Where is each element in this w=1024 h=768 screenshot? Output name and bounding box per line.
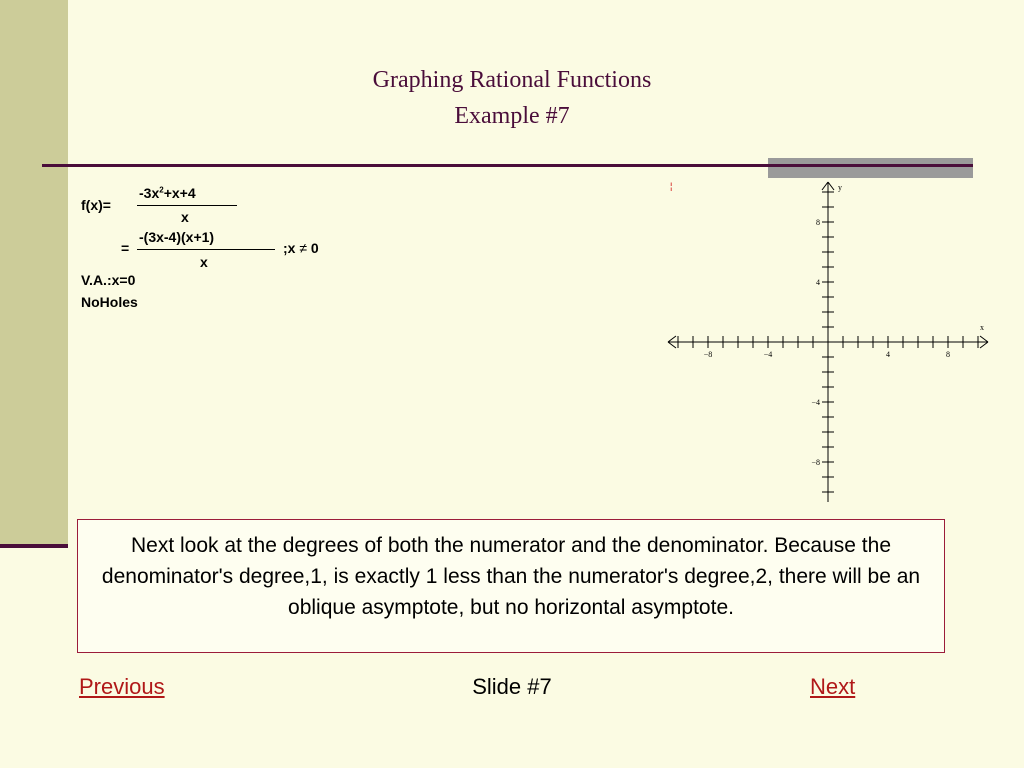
numerator-rest: +x+4 [163, 185, 196, 201]
x-axis-arrow-left-lower [668, 342, 676, 348]
numerator-exponent: 2 [159, 185, 164, 195]
slide-subtitle: Example #7 [454, 103, 570, 129]
title-rule-block [768, 158, 973, 178]
x-axis-arrow-lower [980, 342, 988, 348]
explanation-box [77, 519, 945, 653]
vertical-asymptote: V.A.:x=0 [81, 272, 136, 288]
x-tick-label: 4 [886, 350, 890, 359]
next-link-wrap [810, 674, 855, 700]
equals-sign: = [121, 240, 130, 256]
numerator-term: -3x [139, 185, 160, 201]
next-link[interactable]: Next [810, 674, 856, 699]
x-axis-label: x [980, 323, 984, 332]
numerator-expanded [139, 185, 196, 201]
numerator-factored: -(3x-4)(x+1) [139, 229, 215, 245]
restriction-value: 0 [310, 240, 319, 256]
title-rule [42, 164, 772, 167]
slide-title: Graphing Rational Functions [372, 67, 652, 93]
coordinate-plane [660, 176, 1000, 506]
y-tick-label: −4 [811, 398, 820, 407]
y-axis-arrow-left [822, 182, 828, 190]
previous-link[interactable]: Previous [79, 674, 165, 699]
y-tick-label: 4 [816, 278, 820, 287]
restriction-var: ;x [283, 240, 296, 256]
denominator-1: x [181, 209, 189, 225]
fx-label: f(x)= [81, 197, 111, 213]
restriction [283, 240, 319, 256]
y-axis-arrow-right [828, 182, 834, 190]
explanation-text: Next look at the degrees of both the numerator and the denominator. Because the denominator's degree,1, is exactly 1 less than the numerator's degree,2, there will be an oblique asymptote, but no horizontal asymptote. [101, 534, 921, 619]
x-axis-arrow-left-upper [668, 336, 676, 342]
y-axis-label: y [838, 183, 842, 192]
y-tick-label: 8 [816, 218, 820, 227]
slide-number: Slide #7 [472, 674, 552, 699]
fraction-bar-2 [137, 249, 275, 250]
title-rule-line-right [768, 164, 973, 167]
x-tick-label: −8 [703, 350, 713, 359]
cursor-marker: ¦ [670, 181, 673, 191]
x-tick-label: 8 [946, 350, 950, 359]
not-equal-sign: ≠ [299, 240, 308, 256]
x-tick-label: −4 [763, 350, 773, 359]
denominator-2: x [200, 254, 208, 270]
x-axis-arrow-upper [980, 336, 988, 342]
fraction-bar-1 [137, 205, 237, 206]
y-tick-label: −8 [811, 458, 820, 467]
sidebar-accent-line [0, 544, 68, 548]
holes-statement: NoHoles [81, 294, 138, 310]
